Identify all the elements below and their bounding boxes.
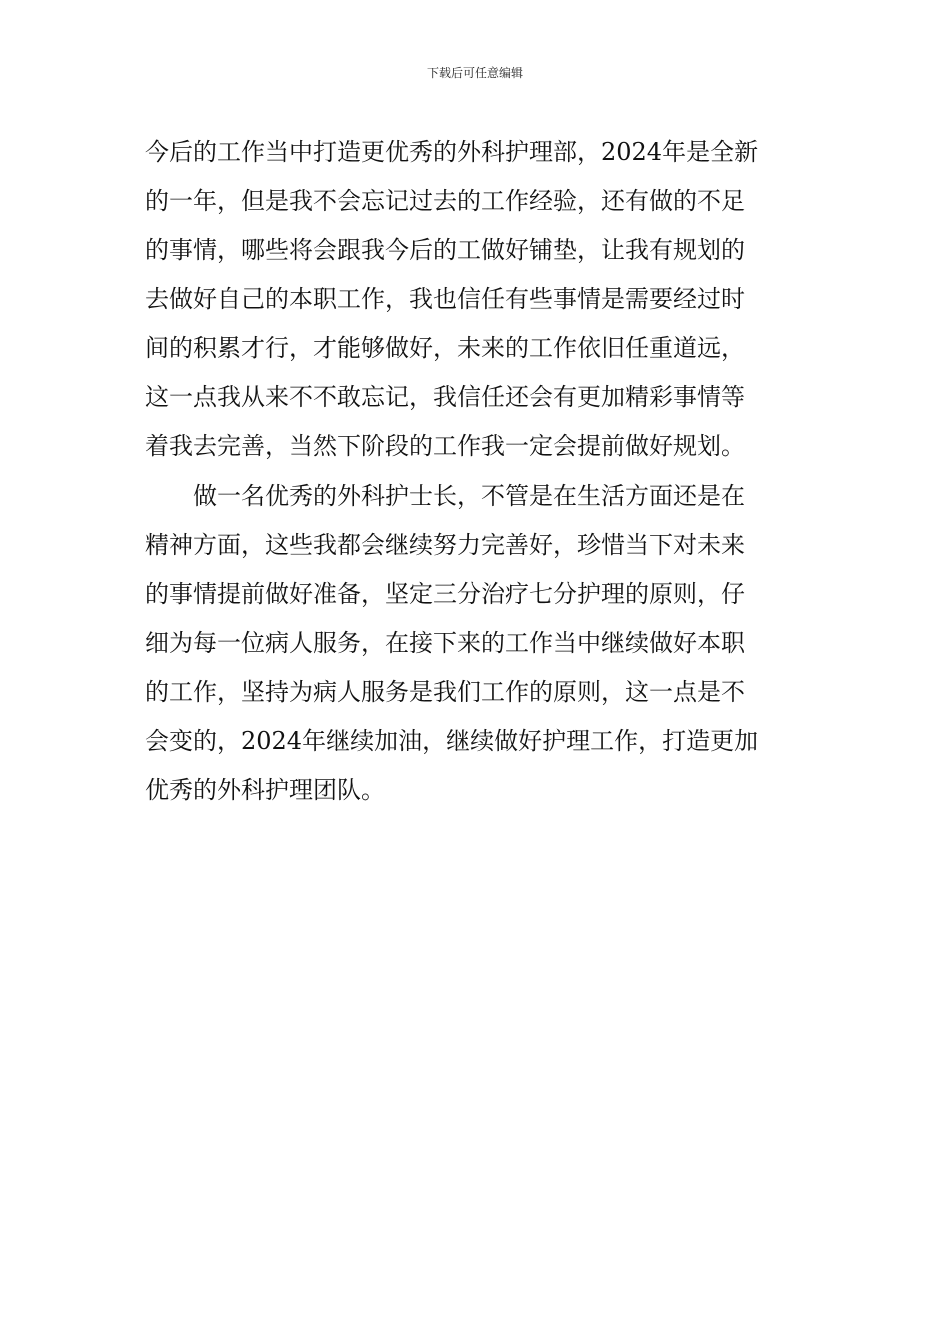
text-line: 优秀的外科护理团队。 <box>145 776 385 804</box>
page-header-note: 下载后可任意编辑 <box>426 66 523 80</box>
text-line: 精神方面，这些我都会继续努力完善好，珍惜当下对未来 <box>145 531 745 559</box>
text-line: 会变的，2024年继续加油，继续做好护理工作，打造更加 <box>145 727 759 755</box>
text-line: 这一点我从来不不敢忘记，我信任还会有更加精彩事情等 <box>145 383 745 411</box>
text-line: 的工作，坚持为病人服务是我们工作的原则，这一点是不 <box>145 678 745 706</box>
text-line: 的事情，哪些将会跟我今后的工做好铺垫，让我有规划的 <box>145 236 745 264</box>
text-line: 做一名优秀的外科护士长，不管是在生活方面还是在 <box>145 482 745 510</box>
text-line: 着我去完善，当然下阶段的工作我一定会提前做好规划。 <box>145 432 745 460</box>
text-line: 的事情提前做好准备，坚定三分治疗七分护理的原则，仔 <box>145 580 745 608</box>
text-line: 间的积累才行，才能够做好，未来的工作依旧任重道远， <box>145 334 745 362</box>
text-line: 的一年，但是我不会忘记过去的工作经验，还有做的不足 <box>145 187 745 215</box>
text-line: 去做好自己的本职工作，我也信任有些事情是需要经过时 <box>145 285 745 313</box>
text-line: 细为每一位病人服务，在接下来的工作当中继续做好本职 <box>145 629 745 657</box>
text-line: 今后的工作当中打造更优秀的外科护理部，2024年是全新 <box>145 138 759 166</box>
